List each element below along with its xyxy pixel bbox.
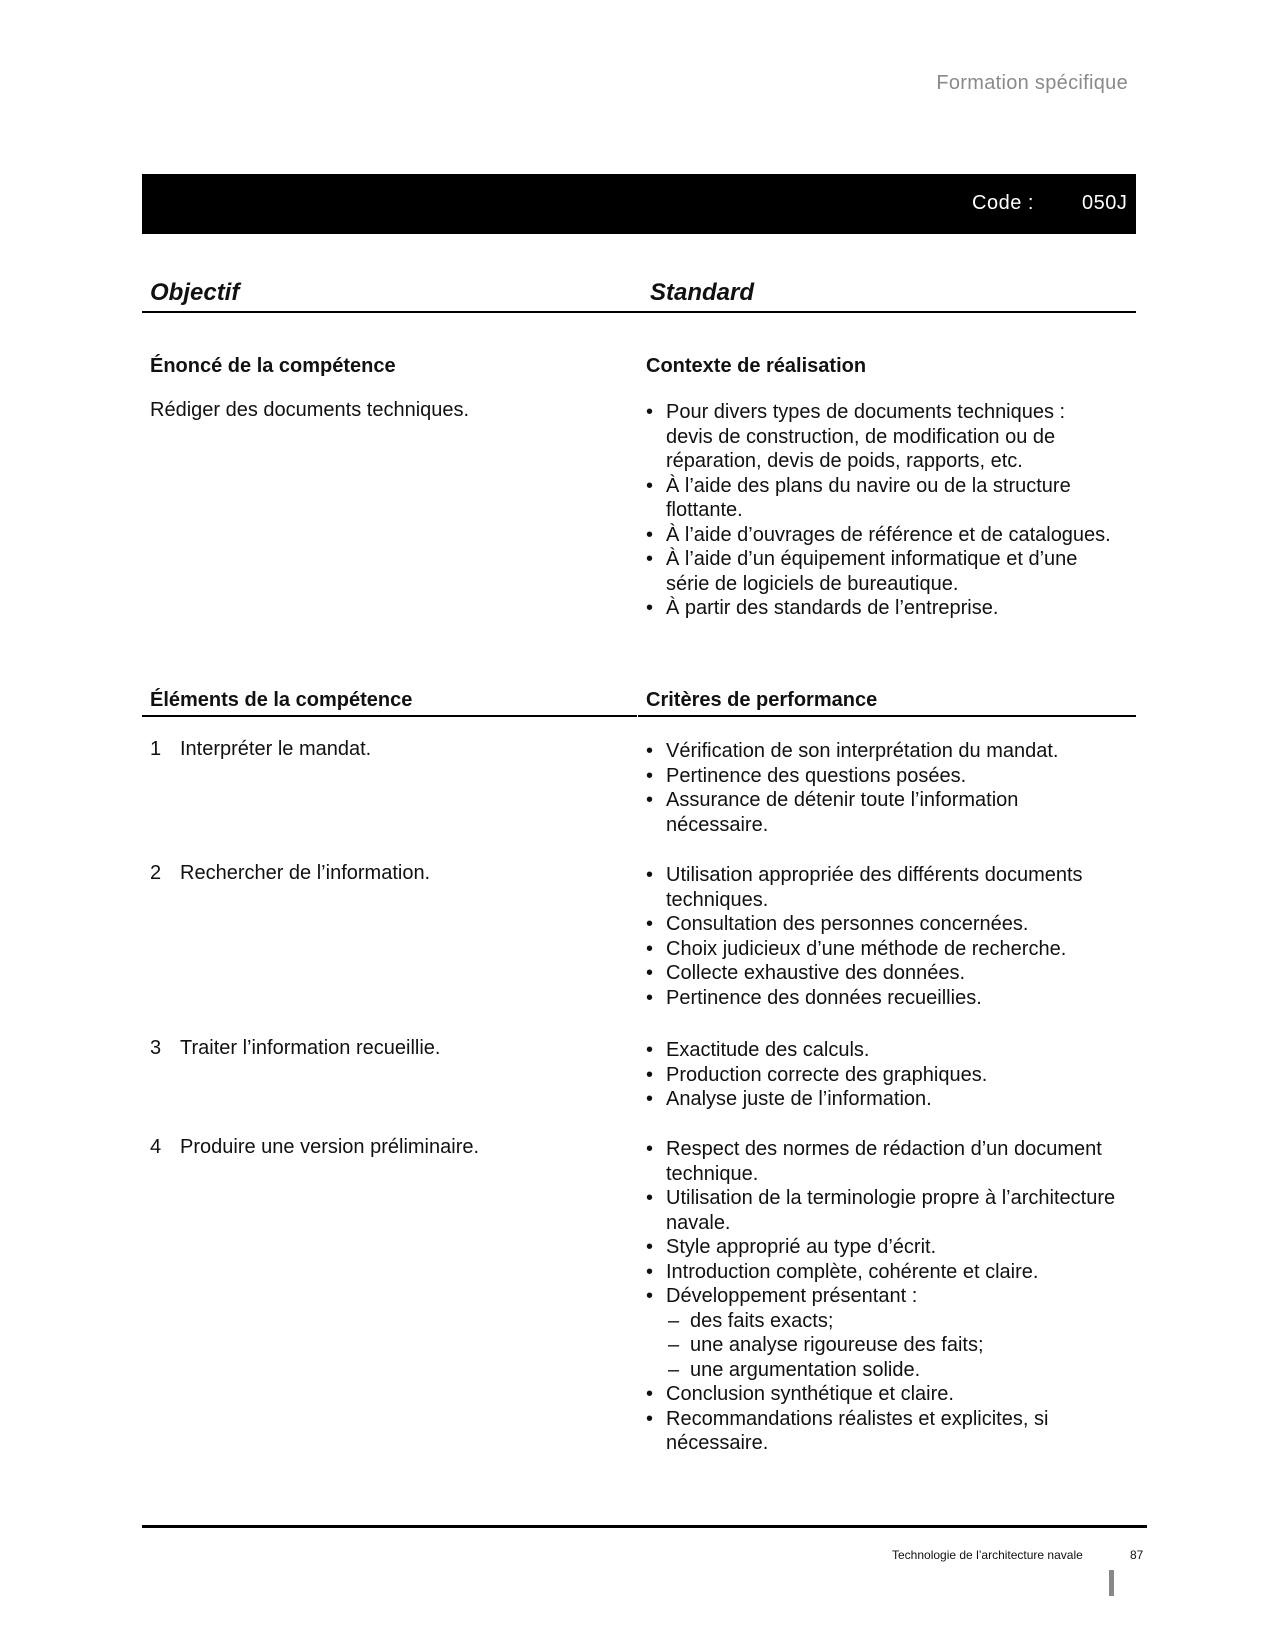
- criteria-list-3: [644, 1038, 1114, 1112]
- elements-rule: [142, 715, 637, 717]
- criteria-item: • Respect des normes de rédaction d’un document technique.: [644, 1137, 1124, 1186]
- criteria-list-2: [644, 863, 1114, 1010]
- element-number: 2: [150, 862, 162, 884]
- element-2: [150, 861, 430, 885]
- code-label: Code :: [972, 192, 1034, 214]
- criteria-item: • Utilisation appropriée des différents documents techniques.: [644, 863, 1114, 912]
- criteria-item: • Collecte exhaustive des données.: [644, 961, 1114, 986]
- footer-title: Technologie de l’architecture navale: [892, 1548, 1083, 1562]
- code-bar: [142, 174, 1136, 234]
- criteria-sublist: [666, 1309, 1124, 1383]
- element-3: [150, 1036, 440, 1060]
- criteria-item: • Vérification de son interprétation du mandat.: [644, 739, 1114, 764]
- criteria-heading: Critères de performance: [646, 689, 878, 711]
- element-number: 1: [150, 738, 162, 760]
- criteria-list-4: [644, 1137, 1124, 1456]
- criteria-item: • Utilisation de la terminologie propre à l’architecture navale.: [644, 1186, 1124, 1235]
- code-value: 050J: [1082, 192, 1128, 214]
- criteria-item: • Assurance de détenir toute l’information nécessaire.: [644, 788, 1114, 837]
- standard-title: Standard: [650, 279, 755, 306]
- criteria-subitem: – des faits exacts;: [666, 1309, 1124, 1334]
- element-label: Interpréter le mandat.: [180, 738, 372, 760]
- footer-rule: [142, 1525, 1147, 1528]
- criteria-subitem: – une argumentation solide.: [666, 1358, 1124, 1383]
- criteria-subitem: – une analyse rigoureuse des faits;: [666, 1333, 1124, 1358]
- section-label: Formation spécifique: [936, 72, 1128, 94]
- element-label: Traiter l’information recueillie.: [180, 1037, 441, 1059]
- criteria-rule: [638, 715, 1136, 717]
- criteria-item: • Conclusion synthétique et claire.: [644, 1382, 1124, 1407]
- criteria-item: • Choix judicieux d’une méthode de recherche.: [644, 937, 1114, 962]
- criteria-item: [644, 1284, 1124, 1382]
- criteria-item: • Consultation des personnes concernées.: [644, 912, 1114, 937]
- criteria-item: • Introduction complète, cohérente et claire.: [644, 1260, 1124, 1285]
- criteria-item-text: Développement présentant :: [666, 1285, 918, 1307]
- criteria-item: • Pertinence des données recueillies.: [644, 986, 1114, 1011]
- context-item: • À l’aide d’un équipement informatique et d’une série de logiciels de bureautique.: [644, 547, 1114, 596]
- criteria-item: • Exactitude des calculs.: [644, 1038, 1114, 1063]
- context-item: • À partir des standards de l’entreprise.: [644, 596, 1114, 621]
- context-list: [644, 400, 1114, 621]
- elements-heading: Éléments de la compétence: [150, 689, 413, 711]
- context-item: • À l’aide d’ouvrages de référence et de catalogues.: [644, 523, 1114, 548]
- criteria-list-1: [644, 739, 1114, 837]
- context-item: • À l’aide des plans du navire ou de la structure flottante.: [644, 474, 1114, 523]
- footer-marker: [1109, 1570, 1114, 1596]
- title-rule: [142, 311, 1136, 313]
- element-number: 3: [150, 1037, 162, 1059]
- criteria-item: • Production correcte des graphiques.: [644, 1063, 1114, 1088]
- context-item: • Pour divers types de documents techniques : devis de construction, de modification ou de réparation, devis de poids, rapports, etc.: [644, 400, 1114, 474]
- competence-heading: Énoncé de la compétence: [150, 355, 396, 377]
- element-4: [150, 1135, 479, 1159]
- element-1: [150, 737, 371, 761]
- page-number: 87: [1130, 1548, 1144, 1562]
- element-number: 4: [150, 1136, 162, 1158]
- element-label: Produire une version préliminaire.: [180, 1136, 480, 1158]
- objectif-title: Objectif: [150, 279, 240, 306]
- criteria-item: • Pertinence des questions posées.: [644, 764, 1114, 789]
- element-label: Rechercher de l’information.: [180, 862, 431, 884]
- context-heading: Contexte de réalisation: [646, 355, 867, 377]
- criteria-item: • Analyse juste de l’information.: [644, 1087, 1114, 1112]
- criteria-item: • Recommandations réalistes et explicites, si nécessaire.: [644, 1407, 1124, 1456]
- competence-statement: Rédiger des documents techniques.: [150, 399, 470, 421]
- criteria-item: • Style approprié au type d’écrit.: [644, 1235, 1124, 1260]
